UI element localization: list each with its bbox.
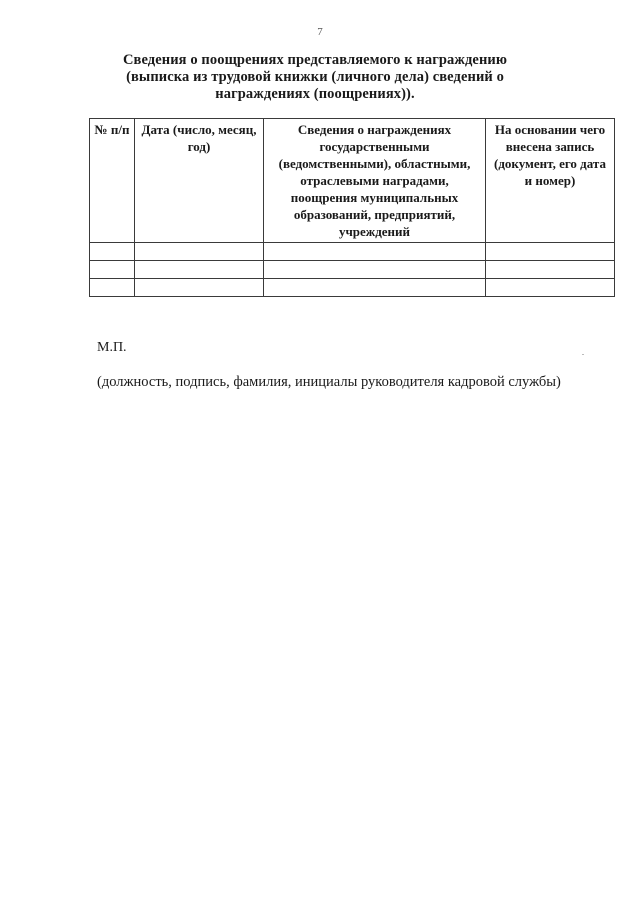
table-cell [264,279,486,297]
table-cell [486,243,615,261]
table-cell [135,261,264,279]
page-number: 7 [317,26,323,38]
header-number: № п/п [90,119,135,243]
table-cell [135,243,264,261]
awards-table [89,118,615,297]
table-header-row [90,119,615,243]
table-row [90,279,615,297]
table-cell [264,243,486,261]
table-cell [486,261,615,279]
header-basis: На основании чего внесена запись (документ, его дата и номер) [486,119,615,243]
document-title: Сведения о поощрениях представляемого к награждению (выписка из трудовой книжки (личного дела) сведений о награждениях (поощрениях)). [122,52,508,102]
margin-mark [582,354,584,355]
table-cell [264,261,486,279]
table-row [90,261,615,279]
stamp-label: М.П. [97,340,127,355]
table-row [90,243,615,261]
header-award-info: Сведения о награждениях государственными (ведомственными), областными, отраслевыми наградами, поощрения муниципальных образований, предприятий, учреждений [264,119,486,243]
table-cell [90,261,135,279]
table-cell [90,279,135,297]
table-cell [486,279,615,297]
table-cell [135,279,264,297]
header-date: Дата (число, месяц, год) [135,119,264,243]
table-cell [90,243,135,261]
signature-caption: (должность, подпись, фамилия, инициалы руководителя кадровой службы) [97,374,561,390]
